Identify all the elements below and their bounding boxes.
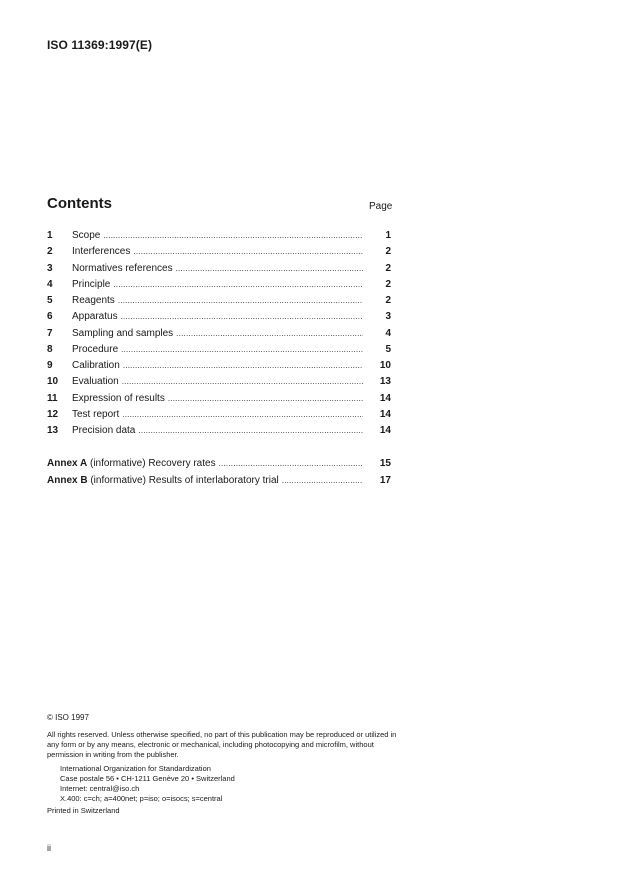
toc-page: 3 <box>385 311 391 323</box>
toc-page: 14 <box>379 425 391 436</box>
annex-label: Annex A <box>47 458 88 469</box>
annex-title-group <box>47 472 282 489</box>
toc-title: Precision data <box>72 425 136 436</box>
toc-entry-test-report[interactable] <box>47 407 391 423</box>
annex-label: Annex B <box>47 475 88 486</box>
toc-entry-scope[interactable] <box>47 228 391 244</box>
toc-page: 5 <box>385 343 391 355</box>
annex-title: (informative) Results of interlaboratory trial <box>90 475 279 486</box>
internet-address[interactable]: Internet: central@iso.ch <box>60 784 140 793</box>
toc-number: 12 <box>47 408 59 420</box>
toc-number: 5 <box>47 295 53 306</box>
toc-leader <box>282 472 363 489</box>
toc-leader <box>121 309 363 325</box>
toc-title: Expression of results <box>72 392 165 404</box>
copyright-footer <box>47 713 397 816</box>
page-column-label: Page <box>369 201 393 212</box>
annex-list <box>47 455 391 489</box>
toc-entry-annex-a[interactable] <box>47 455 391 472</box>
toc-page: 2 <box>385 262 391 274</box>
toc-entry-precision-data[interactable] <box>47 423 391 439</box>
toc-number: 2 <box>47 246 53 258</box>
address-line: International Organization for Standardization <box>60 764 211 773</box>
toc-entry-reagents[interactable] <box>47 293 391 309</box>
toc-entry-procedure[interactable] <box>47 342 391 358</box>
toc-leader <box>122 407 363 423</box>
toc-page: 1 <box>385 230 391 241</box>
toc-entry-expression-of-results[interactable] <box>47 391 391 407</box>
toc-title: Reagents <box>72 295 115 306</box>
toc-number: 10 <box>47 376 59 388</box>
toc-page: 4 <box>385 327 391 339</box>
toc-leader <box>121 342 363 358</box>
toc-page: 15 <box>379 458 391 469</box>
table-of-contents <box>47 228 391 439</box>
toc-number: 11 <box>47 392 58 404</box>
toc-page: 14 <box>379 408 391 420</box>
toc-number: 4 <box>47 278 53 290</box>
toc-page: 13 <box>379 376 391 388</box>
toc-title: Test report <box>72 408 120 420</box>
toc-leader <box>122 374 363 390</box>
address-line: Case postale 56 • CH-1211 Genève 20 • Switzerland <box>60 774 235 783</box>
toc-leader <box>176 261 363 277</box>
toc-entry-evaluation[interactable] <box>47 374 391 390</box>
toc-leader <box>168 391 363 407</box>
toc-page: 10 <box>379 360 391 371</box>
toc-leader <box>176 326 363 342</box>
toc-page: 17 <box>379 475 391 486</box>
x400-address: X.400: c=ch; a=400net; p=iso; o=isocs; s=central <box>60 794 223 803</box>
toc-title: Sampling and samples <box>72 327 174 339</box>
toc-entry-sampling[interactable] <box>47 326 391 342</box>
toc-title: Apparatus <box>72 311 118 323</box>
annex-title: (informative) Recovery rates <box>89 458 216 469</box>
toc-page: 2 <box>385 246 391 258</box>
toc-title: Procedure <box>72 343 119 355</box>
page-number: ii <box>47 843 51 853</box>
toc-leader <box>123 358 363 374</box>
toc-entry-principle[interactable] <box>47 277 391 293</box>
toc-leader <box>138 423 363 439</box>
toc-leader <box>113 277 363 293</box>
document-id: ISO 11369:1997(E) <box>47 38 153 52</box>
toc-entry-interferences[interactable] <box>47 244 391 260</box>
toc-number: 6 <box>47 311 53 323</box>
toc-title: Evaluation <box>72 376 119 388</box>
toc-page: 14 <box>379 392 391 404</box>
copyright-line: © ISO 1997 <box>47 713 89 722</box>
contents-title: Contents <box>47 195 112 212</box>
toc-leader <box>103 228 363 244</box>
toc-title: Calibration <box>72 360 120 371</box>
printed-in: Printed in Switzerland <box>47 806 120 815</box>
toc-number: 1 <box>47 230 53 241</box>
toc-entry-calibration[interactable] <box>47 358 391 374</box>
toc-leader <box>219 455 363 472</box>
toc-entry-normative-references[interactable] <box>47 261 391 277</box>
toc-title: Normatives references <box>72 262 173 274</box>
toc-title: Principle <box>72 278 111 290</box>
rights-statement: All rights reserved. Unless otherwise specified, no part of this publication may be reproduced or utilized in any form or by any means, electronic or mechanical, including photocopying and microfilm, without permission in writing from the publisher. <box>47 730 397 759</box>
toc-page: 2 <box>385 278 391 290</box>
toc-leader <box>118 293 363 309</box>
toc-number: 9 <box>47 360 53 371</box>
toc-page: 2 <box>385 295 391 306</box>
toc-title: Interferences <box>72 246 131 258</box>
toc-number: 7 <box>47 327 53 339</box>
toc-entry-apparatus[interactable] <box>47 309 391 325</box>
toc-leader <box>133 244 363 260</box>
toc-number: 8 <box>47 343 53 355</box>
toc-number: 3 <box>47 262 53 274</box>
toc-title: Scope <box>72 230 101 241</box>
annex-title-group <box>47 455 219 472</box>
toc-entry-annex-b[interactable] <box>47 472 391 489</box>
toc-number: 13 <box>47 425 59 436</box>
